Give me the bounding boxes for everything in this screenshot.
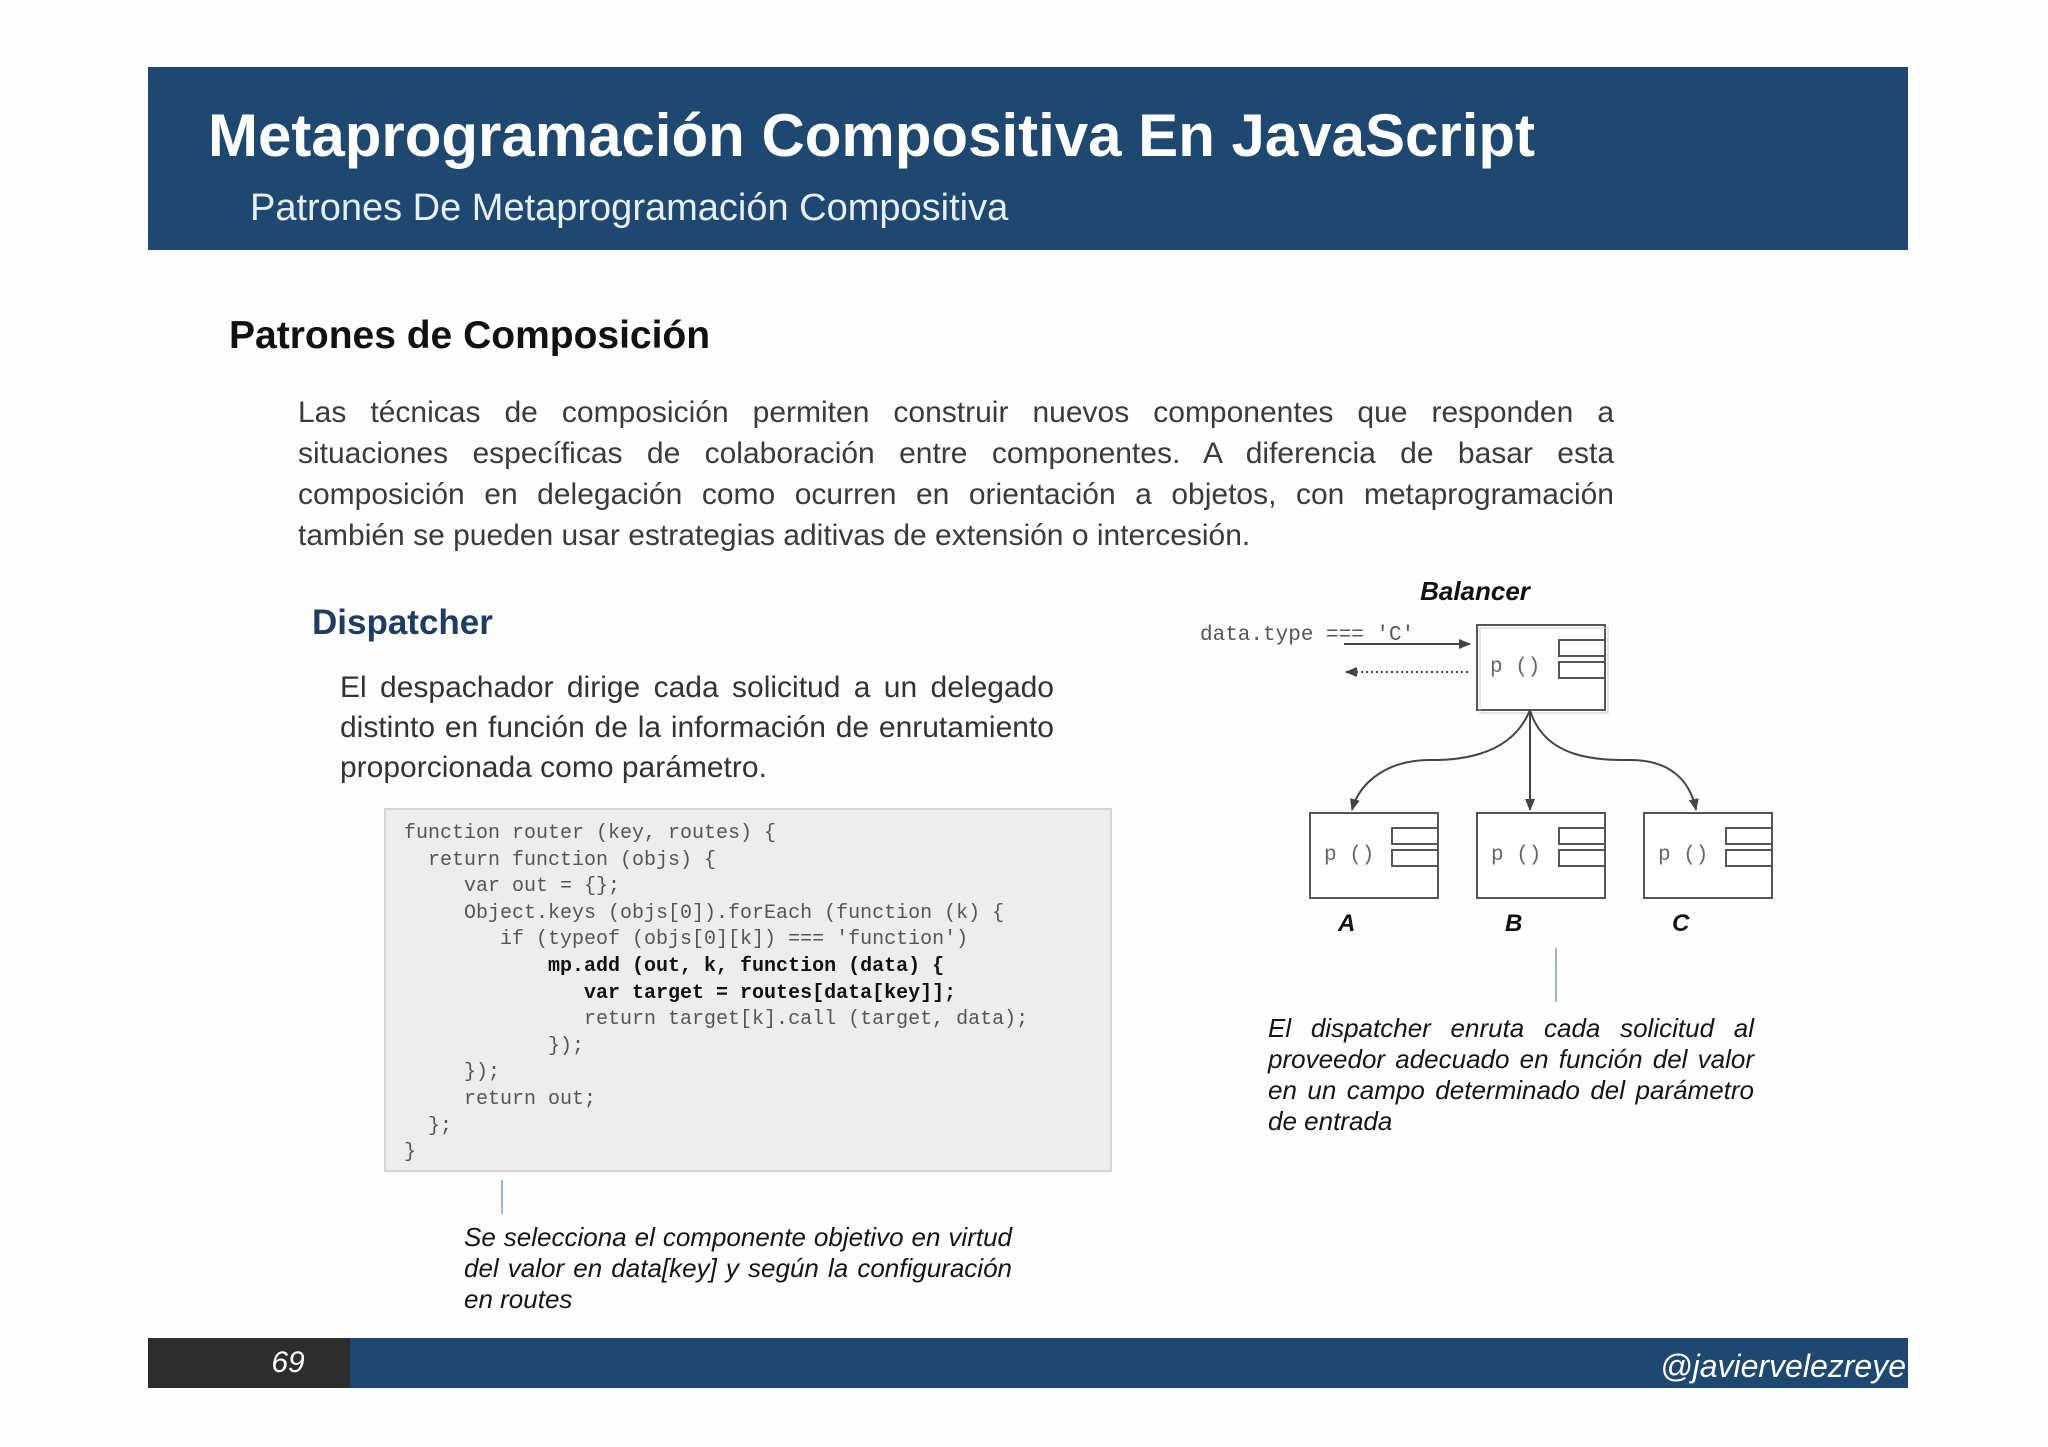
provider-method: p () [1658,844,1709,867]
provider-component-a [1310,813,1438,898]
provider-label-a: A [1338,910,1356,937]
condition-label: data.type === 'C' [1200,624,1415,647]
dispatcher-diagram [1180,560,1800,937]
route-arrow-c [1530,710,1696,810]
section-heading: Patrones de Composición [229,314,711,357]
dispatcher-description: El despachador dirige cada solicitud a un delegado distinto en función de la información de enrutamiento proporcionada como parámetro. [340,671,1054,784]
code-line: var out = {}; [404,875,621,899]
route-arrow-a [1352,710,1530,810]
code-caption: Se selecciona el componente objetivo en virtud del valor en data[key] y según la configuración en routes [464,1222,1012,1314]
code-line-highlighted: mp.add (out, k, function (data) { [404,954,945,978]
balancer-component [1477,625,1608,713]
code-line: return out; [404,1087,597,1111]
author-handle: @javiervelezreye [1660,1348,1906,1384]
slide-title: Metaprogramación Compositiva En JavaScript [208,102,1536,169]
intro-paragraph: Las técnicas de composición permiten construir nuevos componentes que responden a situaciones específicas de colaboración entre componentes. A diferencia de basar esta composición en delegación como ocurren en orientación a objetos, con metaprogramación también se pueden usar estrategias aditivas de extensión o intercesión. [298,396,1614,552]
code-line-highlighted: var target = routes[data[key]]; [404,981,957,1005]
code-line: }; [404,1114,453,1138]
page-number: 69 [271,1346,305,1379]
balancer-label: Balancer [1420,576,1530,606]
provider-component-b [1477,813,1605,898]
provider-label-b: B [1505,910,1523,937]
code-line: function router (key, routes) { [404,822,777,845]
provider-label-c: C [1672,910,1690,937]
diagram-caption-connector [1555,948,1557,1002]
code-line: } [404,1141,417,1165]
code-line: if (typeof (objs[0][k]) === 'function') [404,928,969,952]
provider-component-c [1644,813,1772,898]
code-line: Object.keys (objs[0]).forEach (function (k) { [404,901,1005,925]
code-listing [404,821,1104,1167]
code-line: }); [404,1061,501,1085]
code-line: return function (objs) { [404,848,717,872]
code-line: }); [404,1034,585,1058]
diagram-caption: El dispatcher enruta cada solicitud al proveedor adecuado en función del valor en un campo determinado del parámetro de entrada [1268,1013,1754,1136]
balancer-method: p () [1490,656,1541,679]
dispatcher-heading: Dispatcher [312,603,493,642]
code-caption-connector [501,1180,503,1214]
code-line: return target[k].call (target, data); [404,1008,1029,1032]
provider-method: p () [1491,844,1542,867]
provider-method: p () [1324,844,1375,867]
slide-subtitle: Patrones De Metaprogramación Compositiva [250,187,1009,229]
